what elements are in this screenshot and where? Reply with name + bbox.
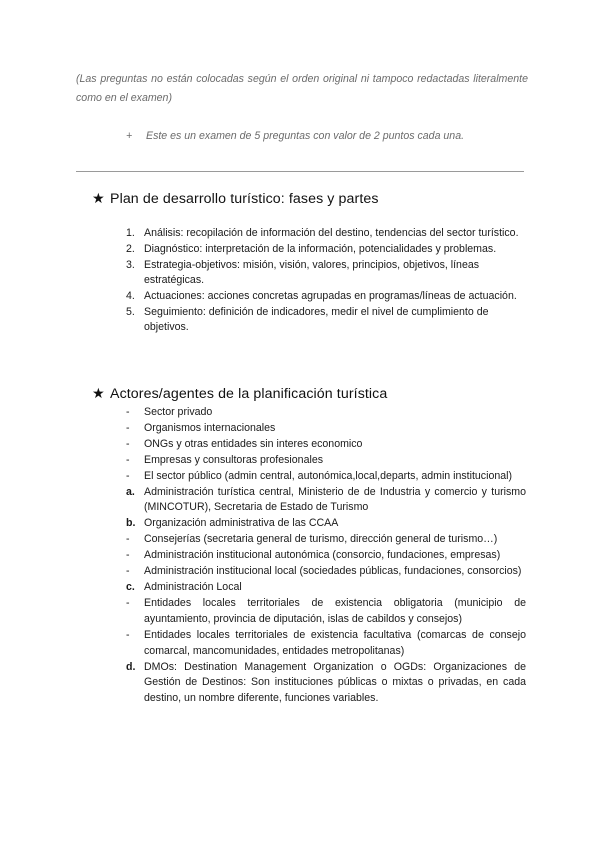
letter-marker: c. <box>126 580 135 593</box>
item-text: Empresas y consultoras profesionales <box>144 453 324 466</box>
list-item <box>106 532 526 548</box>
dash-marker: - <box>126 628 130 641</box>
dash-marker: - <box>126 596 130 609</box>
dash-marker: - <box>126 565 130 578</box>
item-text: Estrategia-objetivos: misión, visión, valores, principios, objetivos, líneas estratégicas. <box>144 259 480 286</box>
item-text: Sector privado <box>144 406 213 418</box>
phases-list <box>106 226 520 336</box>
exam-note: (Las preguntas no están colocadas según el orden original ni tampoco redactadas literalmente como en el examen) <box>76 73 528 104</box>
actors-list <box>106 405 526 707</box>
star-icon: ★ <box>92 191 105 207</box>
section-title: Actores/agentes de la planificación turística <box>110 386 388 402</box>
list-item <box>106 437 526 453</box>
list-item <box>106 305 520 334</box>
dash-marker: - <box>126 533 130 546</box>
list-item <box>106 596 526 628</box>
section-heading-actors <box>92 386 532 402</box>
horizontal-divider <box>76 171 524 172</box>
list-item <box>106 405 526 421</box>
item-text: Administración institucional autonómica (consorcio, fundaciones, empresas) <box>144 549 501 562</box>
item-number: 1. <box>126 227 135 239</box>
section-heading-plan <box>92 191 532 207</box>
item-text: Actuaciones: acciones concretas agrupadas en programas/líneas de actuación. <box>144 290 517 303</box>
dash-marker: - <box>126 453 130 466</box>
list-item <box>106 289 520 304</box>
item-text: ONGs y otras entidades sin interes economico <box>144 437 363 450</box>
list-item <box>106 628 526 660</box>
list-item <box>106 258 520 287</box>
list-item <box>106 226 520 241</box>
item-text: Consejerías (secretaria general de turismo, dirección general de turismo…) <box>144 533 498 546</box>
list-item <box>106 242 520 257</box>
letter-marker: d. <box>126 660 136 673</box>
dash-marker: - <box>126 469 130 482</box>
intro-bullet-text: Este es un examen de 5 preguntas con valor de 2 puntos cada una. <box>146 130 465 142</box>
list-item <box>106 548 526 564</box>
item-text: Análisis: recopilación de información del destino, tendencias del sector turístico. <box>144 227 519 239</box>
item-text: Diagnóstico: interpretación de la información, potencialidades y problemas. <box>144 243 497 256</box>
section-title: Plan de desarrollo turístico: fases y partes <box>110 191 379 207</box>
list-item <box>106 564 526 580</box>
letter-marker: a. <box>126 485 135 498</box>
item-text: Organización administrativa de las CCAA <box>144 517 339 530</box>
item-text: El sector público (admin central, autonómica,local,departs, admin institucional) <box>144 469 513 482</box>
dash-marker: - <box>126 421 130 434</box>
list-item <box>106 580 526 596</box>
item-text: Seguimiento: definición de indicadores, medir el nivel de cumplimiento de objetivos. <box>144 306 489 333</box>
dash-marker: - <box>126 437 130 450</box>
item-text: DMOs: Destination Management Organization o OGDs: Organizaciones de Gestión de Destinos: Son instituciones públicas o mixtas o privadas, en cada destino, un nombre diferente, funciones variables. <box>144 660 526 705</box>
list-item <box>106 485 526 517</box>
item-number: 3. <box>126 259 135 272</box>
list-item <box>106 421 526 437</box>
item-text: Administración Local <box>144 580 242 593</box>
item-number: 4. <box>126 290 135 303</box>
plus-marker: + <box>126 130 133 142</box>
item-text: Organismos internacionales <box>144 421 276 434</box>
intro-bullet <box>126 128 526 144</box>
item-text: Administración turística central, Ministerio de de Industria y comercio y turismo (MINCOTUR), Secretaria de Estado de Turismo <box>144 485 526 514</box>
list-item <box>106 660 526 708</box>
item-text: Entidades locales territoriales de existencia facultativa (comarcas de consejo comarcal, mancomunidades, entidades metropolitanas) <box>144 628 526 657</box>
item-text: Entidades locales territoriales de existencia obligatoria (municipio de ayuntamiento, provincia de diputación, islas de cabildos y consejos) <box>144 596 526 625</box>
list-item <box>106 516 526 532</box>
item-number: 5. <box>126 306 135 319</box>
list-item <box>106 453 526 469</box>
item-number: 2. <box>126 243 135 256</box>
dash-marker: - <box>126 549 130 562</box>
letter-marker: b. <box>126 517 136 530</box>
list-item <box>106 469 526 485</box>
item-text: Administración institucional local (sociedades públicas, fundaciones, consorcios) <box>144 565 522 578</box>
star-icon: ★ <box>92 386 105 402</box>
dash-marker: - <box>126 406 130 418</box>
